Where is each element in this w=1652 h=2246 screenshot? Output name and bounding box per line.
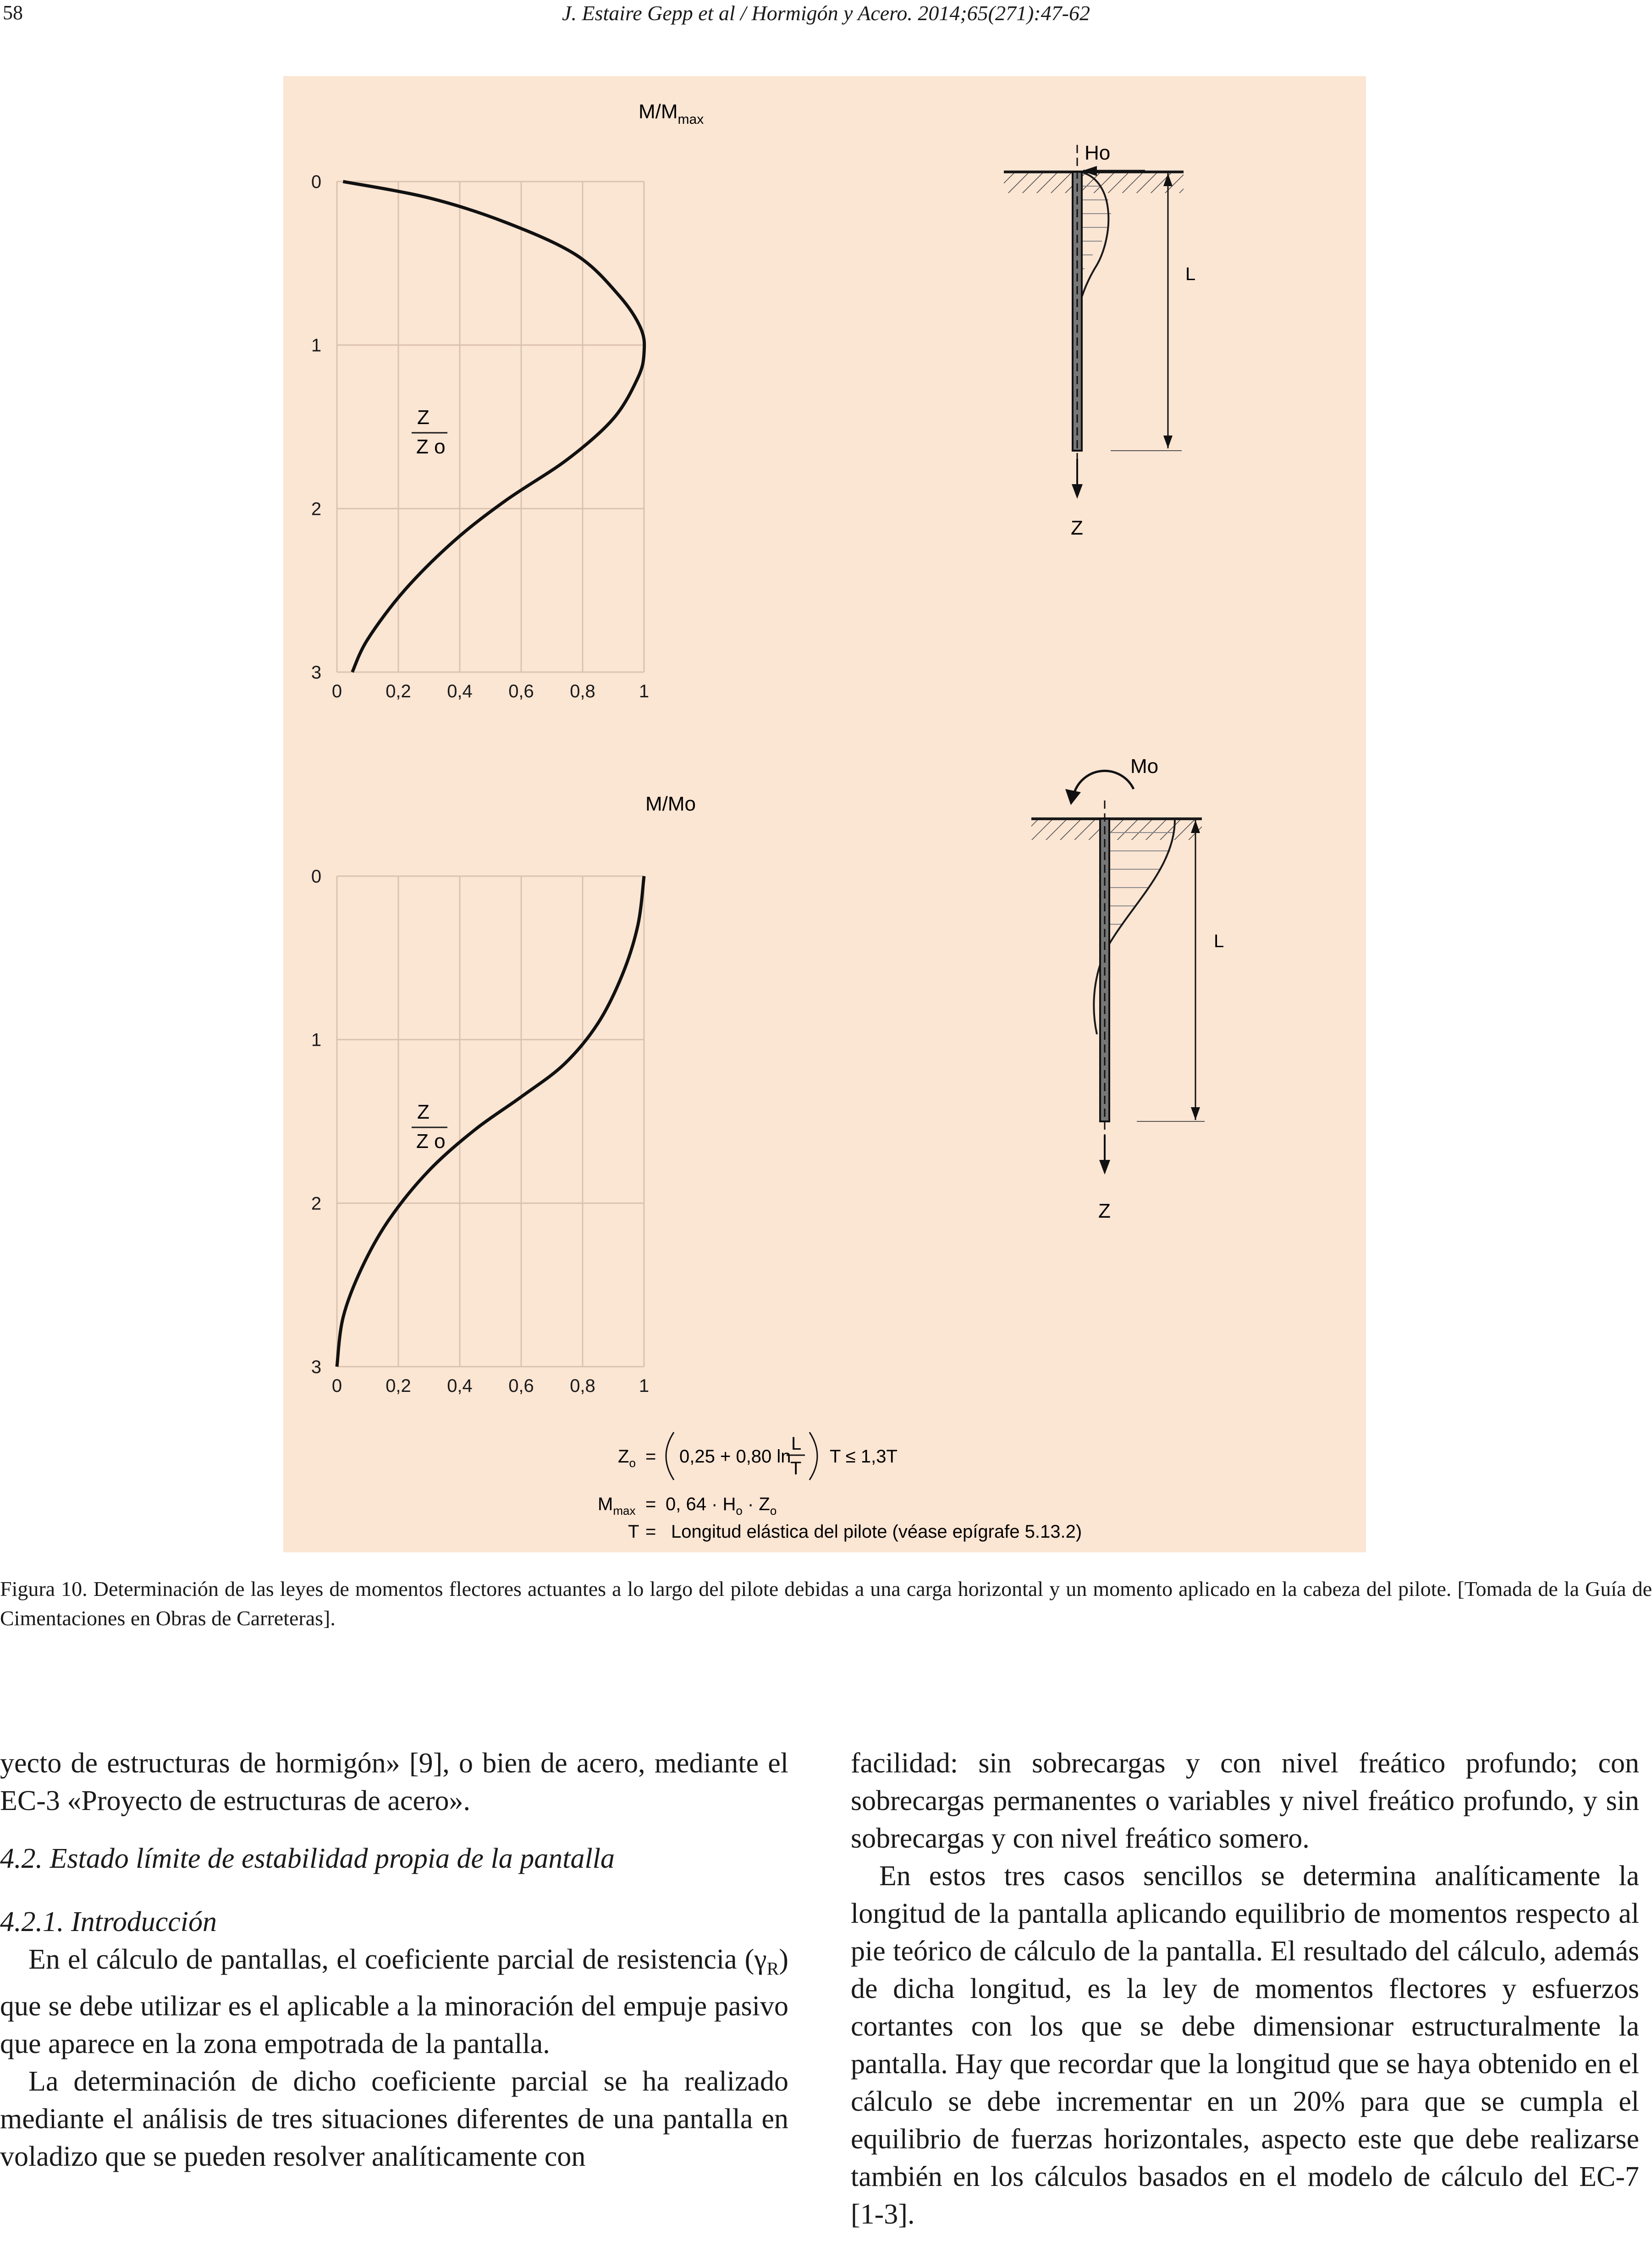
- top-x-tick-label: 1: [639, 681, 650, 701]
- figure-10: [283, 76, 1366, 1552]
- top-x-tick-label: 0,8: [570, 681, 595, 701]
- svg-text:T: T: [790, 1458, 802, 1479]
- bottom-chart-x-ticks: [332, 1376, 649, 1396]
- left-paragraph-1: yecto de estructuras de hormigón» [9], o bien de acero, mediante el EC-3 «Proyecto de estructuras de acero».: [0, 1748, 788, 1816]
- svg-text:0, 64 · Ho · Zo: 0, $64 \cdot H_o \cdot Z_o$: [666, 1494, 777, 1518]
- svg-text:0,25 + 0,80 ln: 0,25 + 0,80 ln: [679, 1446, 791, 1467]
- bottom-moment-arrow: [1074, 771, 1134, 794]
- top-x-tick-label: 0,2: [385, 681, 411, 701]
- bottom-depth-label: Z: [1098, 1200, 1111, 1222]
- svg-text:Zo: $Z_o$: [618, 1446, 636, 1470]
- journal-citation: J. Estaire Gepp et al / Hormigón y Acero. 2014;65(271):47-62: [562, 1, 1090, 25]
- bottom-y-label-den: Z o: [416, 1130, 446, 1153]
- top-y-tick-label: 3: [311, 662, 322, 683]
- figure-graphics: [283, 76, 1366, 1552]
- bottom-chart-curve: [337, 876, 644, 1367]
- top-chart-grid: [337, 182, 644, 672]
- top-depth-label: Z: [1071, 517, 1083, 539]
- bottom-load-label: Mo: [1130, 755, 1159, 778]
- top-x-tick-label: 0: [331, 681, 342, 701]
- right-paragraph-1: facilidad: sin sobrecargas y con nivel freático profundo; con sobrecargas permanentes o variables y nivel freático profundo, y sin sobrecargas y con nivel freático somero.: [851, 1748, 1639, 1854]
- top-chart-curve: [343, 182, 644, 672]
- svg-text:Mmax: $M_{max}$: [598, 1494, 636, 1518]
- section-heading-4-2-1: 4.2.1. Introducción: [0, 1906, 217, 1937]
- top-pile-diagram: [1004, 142, 1195, 539]
- svg-text:T: T: [628, 1522, 639, 1542]
- bottom-y-tick-label: 2: [311, 1193, 322, 1214]
- svg-text:Longitud elástica del pilote (: Longitud elástica del pilote (véase epígrafe 5.13.2): [671, 1522, 1082, 1542]
- formulas: [598, 1432, 1082, 1542]
- left-paragraph-3: La determinación de dicho coeficiente parcial se ha realizado mediante el análisis de tres situaciones diferentes de una pantalla en voladizo que se pueden resolver analíticamente con: [0, 2066, 788, 2173]
- top-chart-y-ticks: [311, 172, 321, 683]
- bottom-x-tick-label: 1: [639, 1376, 650, 1396]
- bottom-x-tick-label: 0,6: [508, 1376, 534, 1396]
- svg-text:L: L: [791, 1434, 802, 1454]
- top-chart-x-ticks: [332, 681, 649, 701]
- top-y-tick-label: 0: [311, 172, 322, 192]
- formula-mmax: [598, 1494, 776, 1518]
- bottom-depth-arrowhead: [1099, 1160, 1110, 1175]
- bottom-chart-y-ticks: [311, 866, 321, 1377]
- bottom-x-tick-label: 0,8: [570, 1376, 595, 1396]
- bottom-x-tick-label: 0: [331, 1376, 342, 1396]
- top-chart-title: $M/M_{max}$: [639, 100, 704, 127]
- bottom-moment-arrowhead: [1065, 789, 1081, 805]
- svg-text:=: =: [645, 1446, 656, 1467]
- left-paragraph-2: En el cálculo de pantallas, el coeficiente parcial de resistencia $(\gamma_R)$ que se debe utilizar es el aplicable a la minoración del empuje pasivo que aparece en la zona empotrada de la pantalla.: [0, 1944, 788, 2060]
- top-x-tick-label: 0,4: [447, 681, 473, 701]
- bottom-soil-hatch-right: [1105, 819, 1202, 840]
- bottom-x-tick-label: 0,2: [385, 1376, 411, 1396]
- section-heading-4-2: 4.2. Estado límite de estabilidad propia de la pantalla: [0, 1843, 615, 1874]
- page-number: 58: [3, 1, 23, 24]
- top-x-tick-label: 0,6: [508, 681, 534, 701]
- top-y-tick-label: 2: [311, 499, 322, 519]
- figure-caption: Figura 10. Determinación de las leyes de momentos flectores actuantes a lo largo del pilote debidas a una carga horizontal y un momento aplicado en la cabeza del pilote. [Tomada de la Guía de Cimentaciones en Obras de Carreteras].: [0, 1577, 1652, 1630]
- bottom-chart-grid: [337, 876, 644, 1367]
- top-y-tick-label: 1: [311, 335, 322, 356]
- bottom-chart-title: M/Mo: [645, 793, 696, 815]
- svg-text:=: =: [645, 1522, 656, 1542]
- top-load-label: Ho: [1085, 142, 1111, 164]
- formula-t: [628, 1522, 1082, 1542]
- top-length-label: L: [1185, 264, 1196, 284]
- bottom-chart: [311, 793, 696, 1396]
- bottom-pile-diagram: [1031, 755, 1224, 1222]
- svg-text:=: =: [645, 1494, 656, 1514]
- bottom-length-label: L: [1214, 931, 1224, 951]
- page-header: [0, 0, 1652, 28]
- top-chart: [311, 100, 704, 701]
- top-y-label-den: Z o: [416, 436, 446, 458]
- top-depth-arrowhead: [1072, 484, 1083, 499]
- right-paragraph-2: En estos tres casos sencillos se determina analíticamente la longitud de la pantalla aplicando equilibrio de momentos respecto al pie teórico de cálculo de la pantalla. El resultado del cálculo, además de dicha longitud, es la ley de momentos flectores y esfuerzos cortantes con los que se debe dimensionar estructuralmente la pantalla. Hay que recordar que la longitud que se haya obtenido en el cálculo se debe incrementar en un 20% para que se cumpla el equilibrio de fuerzas horizontales, aspecto este que debe realizarse también en los cálculos basados en el modelo de cálculo del EC-7 [1-3].: [851, 1860, 1639, 2230]
- bottom-y-tick-label: 3: [311, 1357, 322, 1377]
- bottom-pressure-hatch: [1105, 833, 1175, 924]
- bottom-y-label-num: Z: [417, 1101, 430, 1123]
- svg-text:T ≤ 1,3T: T ≤ 1,3T: [830, 1446, 898, 1467]
- bottom-soil-hatch-left: [1031, 819, 1105, 840]
- bottom-y-tick-label: 1: [311, 1030, 322, 1050]
- formula-zo: [618, 1432, 898, 1480]
- left-column: [0, 1744, 788, 2175]
- top-y-label-num: Z: [417, 406, 430, 429]
- top-soil-hatch-left: [1004, 172, 1077, 193]
- right-column: [851, 1744, 1639, 2233]
- bottom-y-tick-label: 0: [311, 866, 322, 887]
- bottom-x-tick-label: 0,4: [447, 1376, 473, 1396]
